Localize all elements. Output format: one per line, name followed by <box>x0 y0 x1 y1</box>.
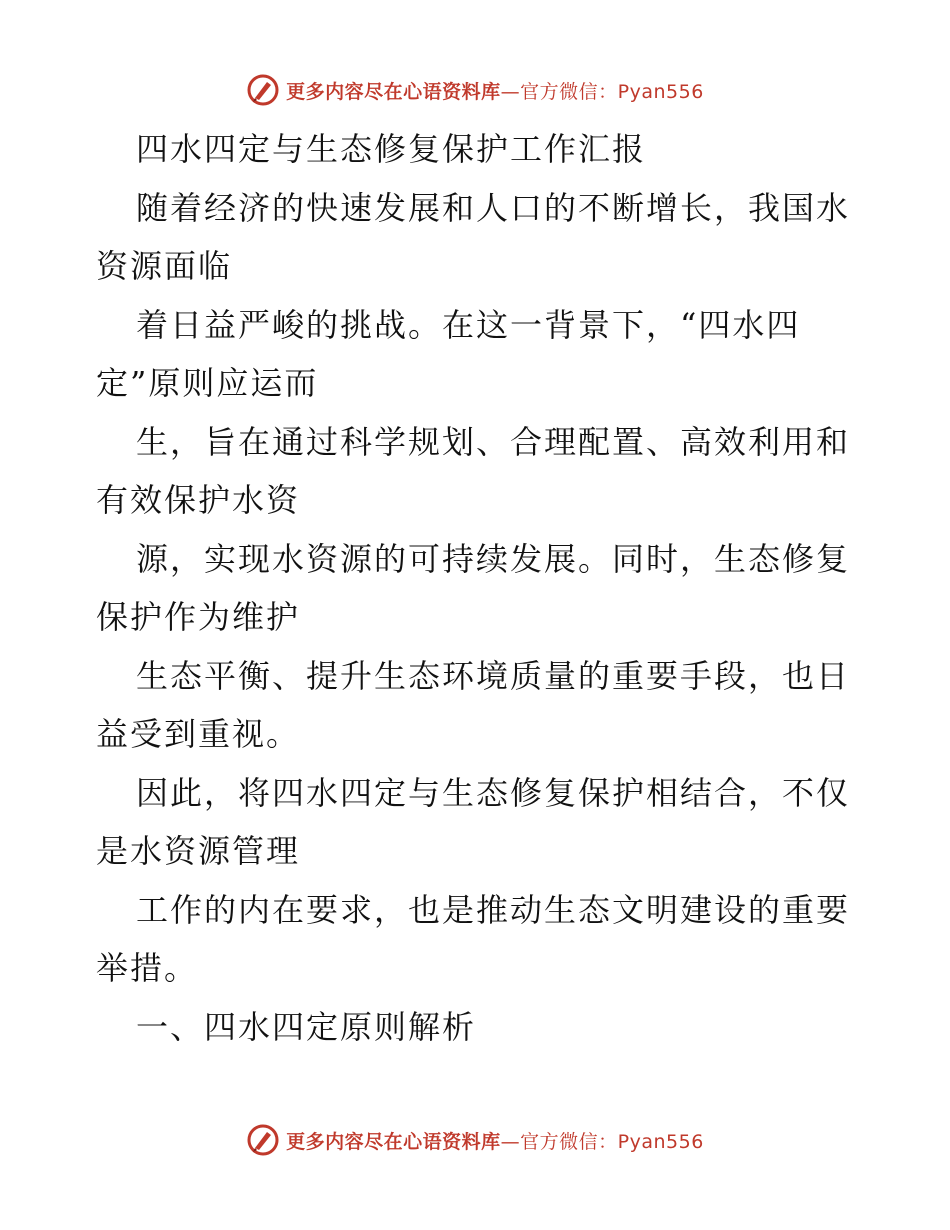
watermark-text <box>286 77 704 104</box>
watermark-sub: —官方微信：Pyan556 <box>500 1130 704 1153</box>
body-line: 有效保护水资 <box>96 481 301 519</box>
body-line: 源，实现水资源的可持续发展。同时，生态修复 <box>136 539 851 578</box>
body-line: 随着经济的快速发展和人口的不断增长，我国水 <box>136 188 851 227</box>
document-body <box>96 120 856 1056</box>
body-line: 资源面临 <box>96 247 233 285</box>
body-line: 生，旨在通过科学规划、合理配置、高效利用和 <box>136 422 851 461</box>
body-line: 是水资源管理 <box>96 832 301 870</box>
pen-logo-icon <box>246 73 280 107</box>
watermark-main: 更多内容尽在心语资料库 <box>286 1130 501 1153</box>
document-title: 四水四定与生态修复保护工作汇报 <box>136 130 647 168</box>
body-line: 因此，将四水四定与生态修复保护相结合，不仅 <box>136 773 851 812</box>
section-heading: 一、四水四定原则解析 <box>136 1007 477 1046</box>
pen-logo-icon <box>246 1123 280 1157</box>
footer-watermark-banner <box>0 1118 950 1162</box>
body-line: 着日益严峻的挑战。在这一背景下，“四水四 <box>136 305 801 344</box>
body-line: 益受到重视。 <box>96 715 301 753</box>
body-line: 举措。 <box>96 949 199 987</box>
body-line: 工作的内在要求，也是推动生态文明建设的重要 <box>136 890 851 929</box>
body-line: 定”原则应运而 <box>96 364 319 402</box>
watermark-sub: —官方微信：Pyan556 <box>500 80 704 103</box>
header-watermark-banner <box>0 68 950 112</box>
body-line: 保护作为维护 <box>96 598 301 636</box>
watermark-main: 更多内容尽在心语资料库 <box>286 80 501 103</box>
watermark-text <box>286 1127 704 1154</box>
body-line: 生态平衡、提升生态环境质量的重要手段，也日 <box>136 656 851 695</box>
